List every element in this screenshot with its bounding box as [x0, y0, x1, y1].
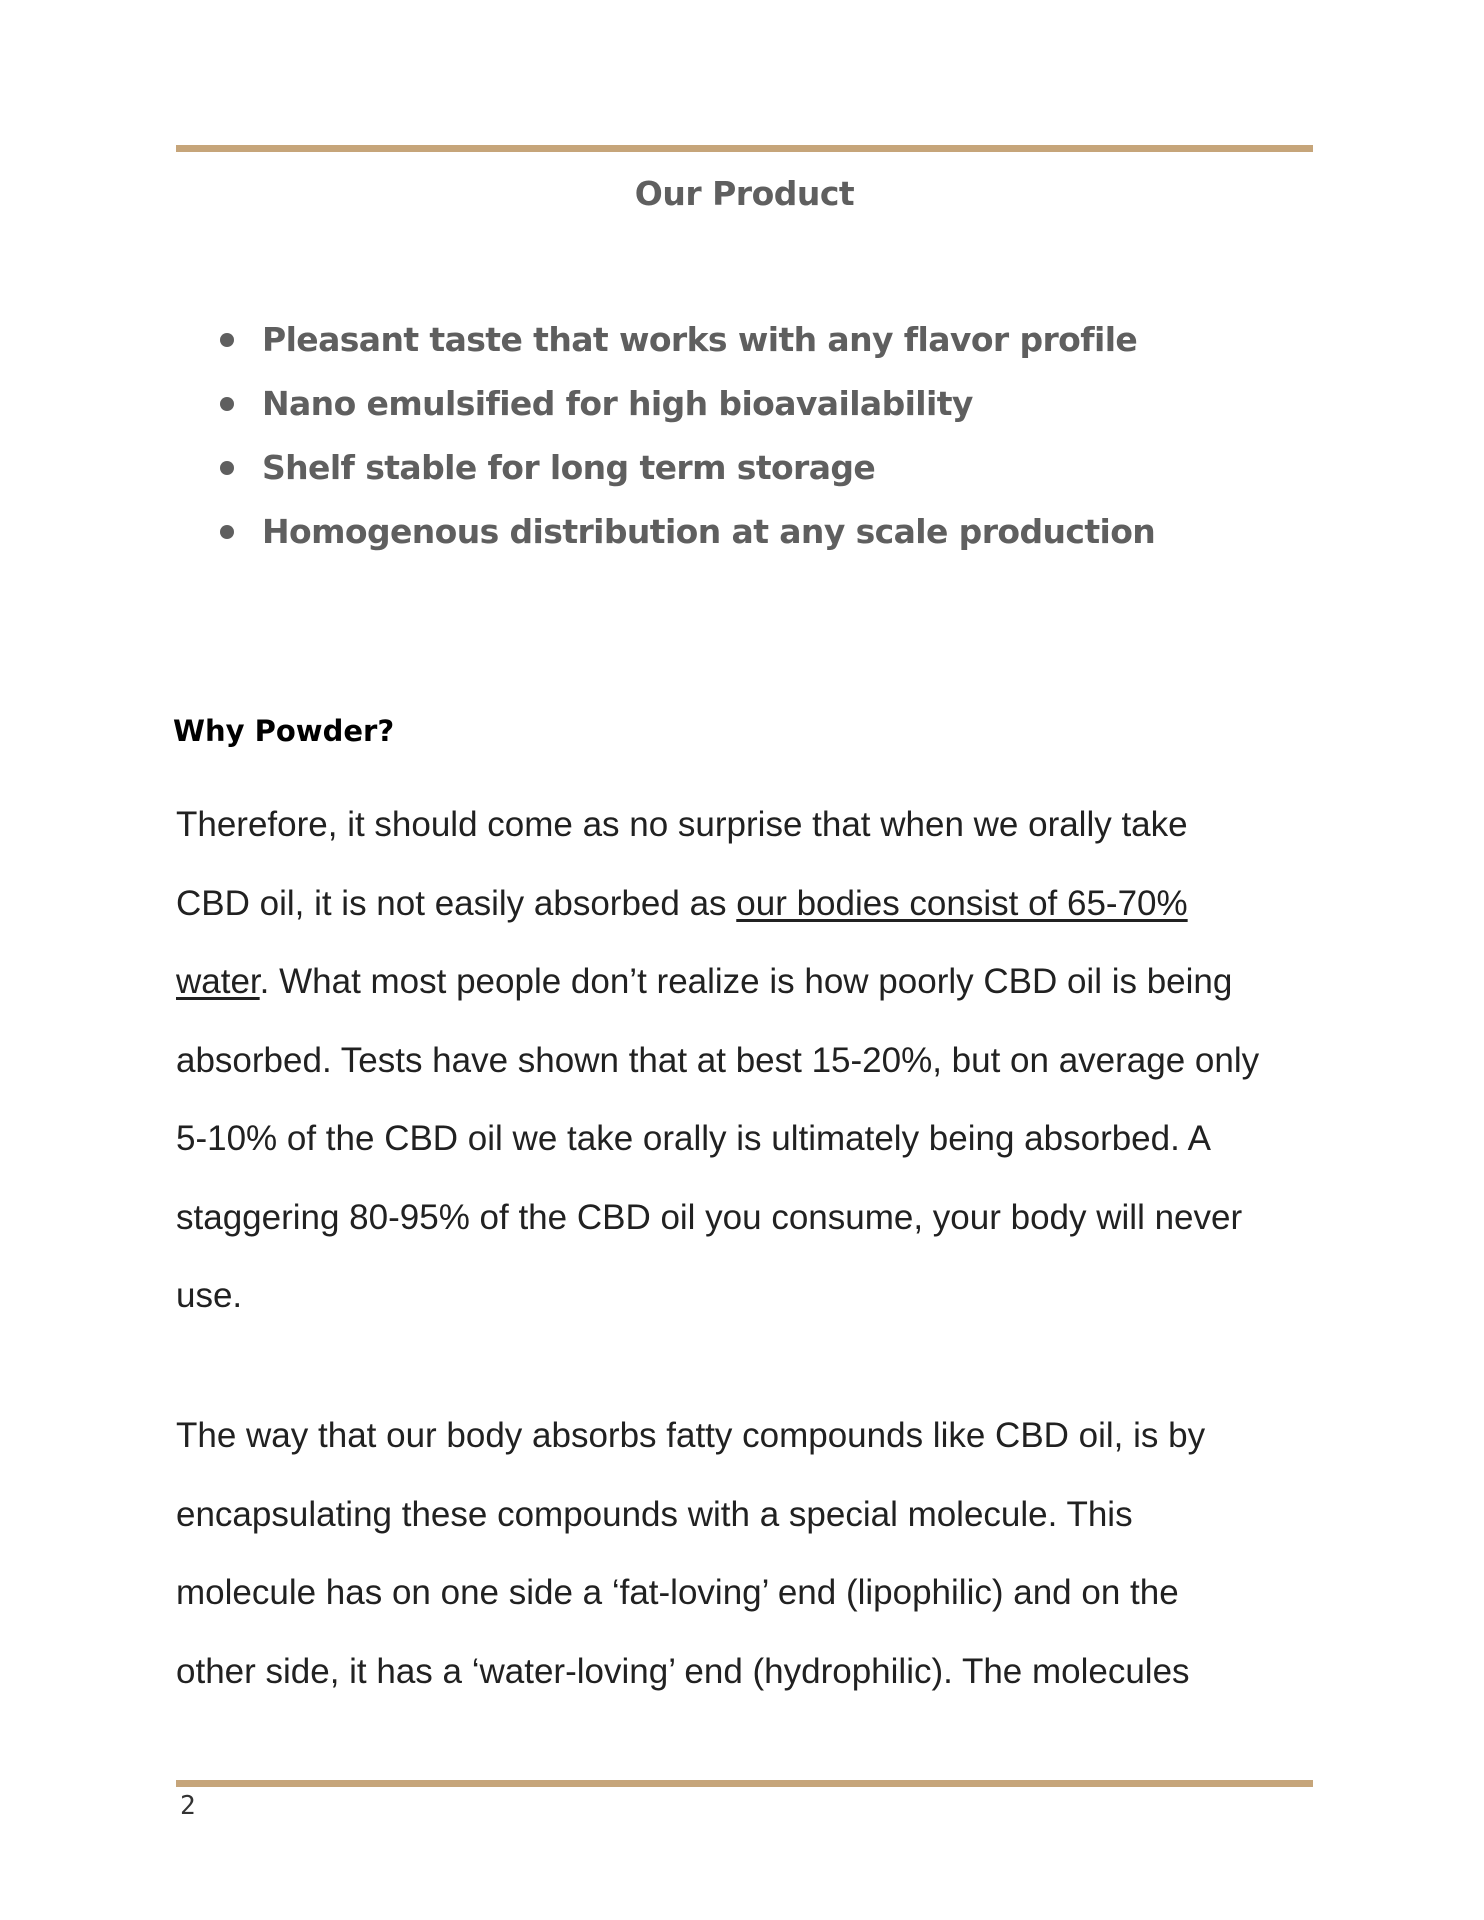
bullet-icon [220, 397, 234, 411]
text-line: The way that our body absorbs fatty compounds like CBD oil, is by [176, 1416, 1206, 1455]
feature-text: Shelf stable for long term storage [262, 448, 876, 487]
section-heading: Why Powder? [173, 714, 395, 748]
list-item [262, 376, 1155, 440]
text-line: staggering 80-95% of the CBD oil you consume, your body will never [176, 1197, 1243, 1237]
text-line: other side, it has a ‘water-loving’ end (hydrophilic). The molecules [176, 1651, 1190, 1691]
body-water-link[interactable]: our bodies consist of 65-70% [736, 883, 1188, 923]
page-number: 2 [180, 1791, 196, 1821]
text-line [176, 943, 1326, 1022]
body-water-link-continued[interactable]: water [176, 962, 260, 1001]
list-item [262, 312, 1155, 376]
bottom-divider [176, 1780, 1313, 1787]
text-span: CBD oil, it is not easily absorbed as [176, 883, 737, 923]
feature-text: Pleasant taste that works with any flavor profile [262, 320, 1138, 359]
text-line: encapsulating these compounds with a special molecule. This [176, 1494, 1133, 1534]
feature-text: Nano emulsified for high bioavailability [262, 384, 973, 423]
text-line: molecule has on one side a ‘fat-loving’ end (lipophilic) and on the [176, 1573, 1179, 1612]
text-line: absorbed. Tests have shown that at best 15-20%, but on average only [176, 1040, 1260, 1080]
paragraph-encapsulation [176, 1397, 1326, 1711]
page-title: Our Product [634, 174, 855, 213]
text-line: 5-10% of the CBD oil we take orally is ultimately being absorbed. A [176, 1119, 1211, 1158]
bullet-icon [220, 525, 234, 539]
bullet-icon [220, 333, 234, 347]
paragraph-absorption [176, 786, 1326, 1336]
bullet-icon [220, 461, 234, 475]
text-line [176, 865, 1326, 944]
feature-text: Homogenous distribution at any scale production [262, 512, 1156, 551]
top-divider [176, 145, 1313, 152]
text-span: . What most people don’t realize is how poorly CBD oil is being [259, 962, 1233, 1001]
list-item [262, 504, 1155, 568]
feature-list [262, 312, 1155, 568]
text-line: Therefore, it should come as no surprise that when we orally take [176, 805, 1188, 844]
list-item [262, 440, 1155, 504]
text-line: use. [176, 1276, 243, 1315]
